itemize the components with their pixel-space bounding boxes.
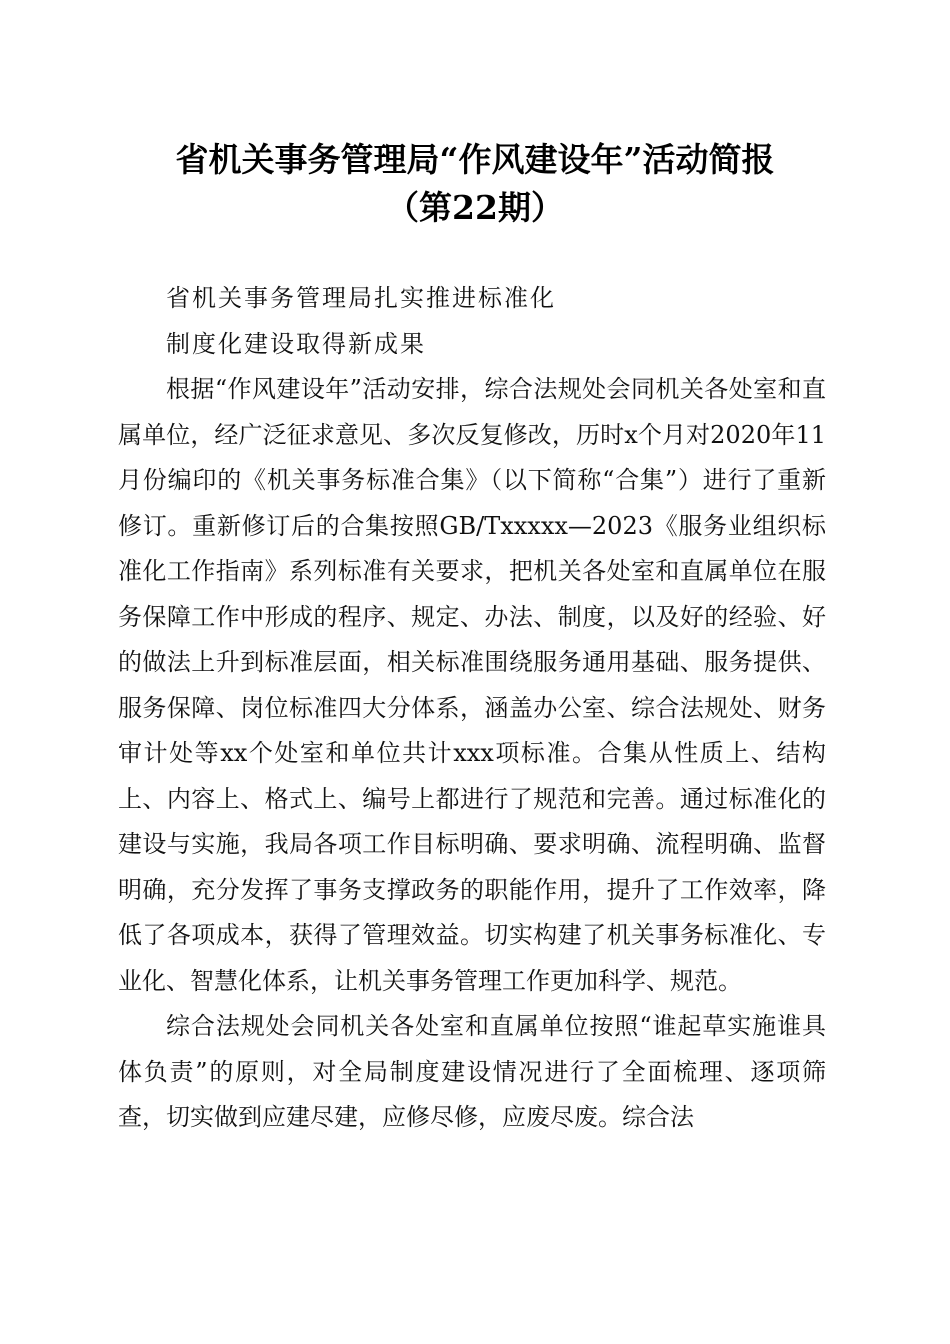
- document-body: [118, 276, 826, 1141]
- title-line-main: 省机关事务管理局“作风建设年”活动简报: [175, 140, 775, 179]
- document-title: [0, 136, 950, 232]
- subheading-line-1: 省机关事务管理局扎实推进标准化: [166, 284, 556, 312]
- title-line-issue: （第22期）: [386, 188, 564, 227]
- paragraph-1: 根据“作风建设年”活动安排，综合法规处会同机关各处室和直属单位，经广泛征求意见、多次反复修改，历时x个月对2020年11月份编印的《机关事务标准合集》（以下简称“合集”）进行了重新修订。重新修订后的合集按照GB/Txxxxx—2023《服务业组织标准化工作指南》系列标准有关要求，把机关各处室和直属单位在服务保障工作中形成的程序、规定、办法、制度，以及好的经验、好的做法上升到标准层面，相关标准围绕服务通用基础、服务提供、服务保障、岗位标准四大分体系，涵盖办公室、综合法规处、财务审计处等xx个处室和单位共计xxx项标准。合集从性质上、结构上、内容上、格式上、编号上都进行了规范和完善。通过标准化的建设与实施，我局各项工作目标明确、要求明确、流程明确、监督明确，充分发挥了事务支撑政务的职能作用，提升了工作效率，降低了各项成本，获得了管理效益。切实构建了机关事务标准化、专业化、智慧化体系，让机关事务管理工作更加科学、规范。: [118, 375, 826, 995]
- subheading-line-2: 制度化建设取得新成果: [166, 329, 426, 358]
- paragraph-2: 综合法规处会同机关各处室和直属单位按照“谁起草实施谁具体负责”的原则，对全局制度建设情况进行了全面梳理、逐项筛查，切实做到应建尽建，应修尽修，应废尽废。综合法: [118, 1012, 826, 1131]
